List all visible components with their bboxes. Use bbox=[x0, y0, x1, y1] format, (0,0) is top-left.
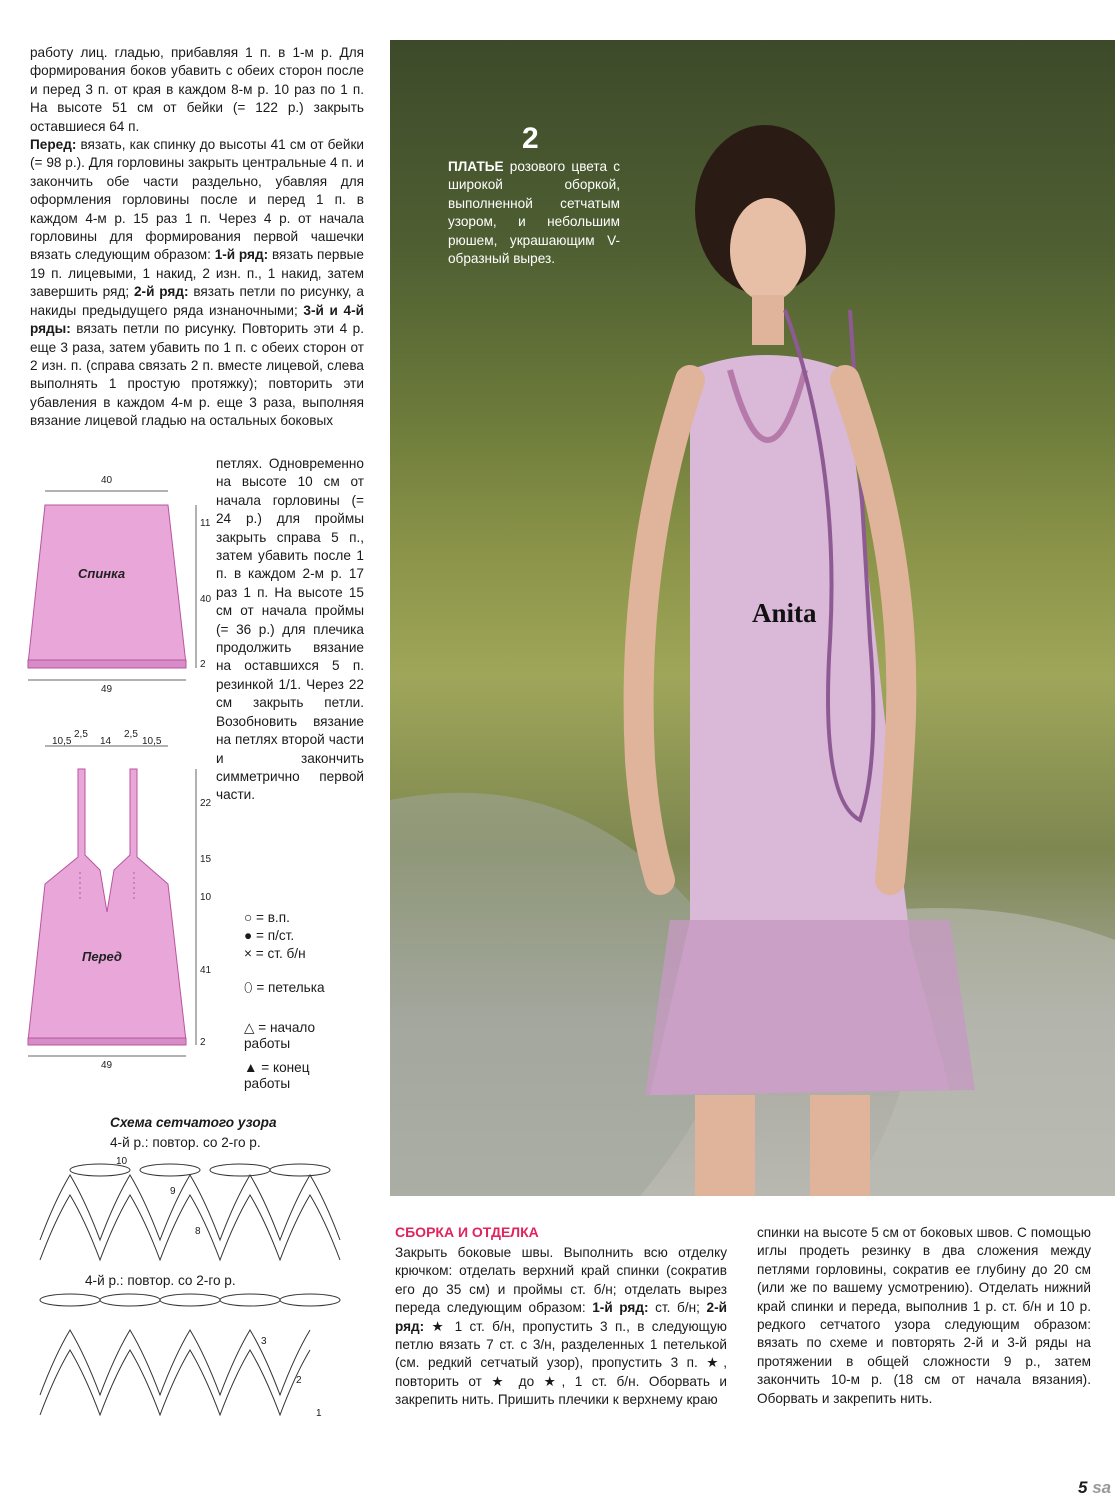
row1-label: 1-й ряд: bbox=[214, 247, 269, 263]
row34-label: 3-й и 4-й ряды: bbox=[30, 302, 364, 337]
row2-text: вязать петли по рисунку, а накиды предыдущего ряда изнаночными; bbox=[30, 284, 364, 318]
front-paragraph: вязать, как спинку до высоты 41 см от бейки (= 98 р.). Для горловины закрыть центральные 4 п. и закончить обе части раздельно, убавляя для оформления горловины после и перед 1 п. в каждом 4-м р. 15 раз 1 п. Через 4 р. от начала горловины для формирования первой чашечки вязать следующим образом: bbox=[30, 137, 364, 263]
assembly-r1-text: ст. б/н; bbox=[648, 1300, 707, 1316]
back-h1: 11 bbox=[200, 518, 211, 529]
schema-num-8: 8 bbox=[195, 1226, 201, 1237]
assembly-r2-text: ★ 1 ст. б/н, пропустить 3 п., в следующую петлю вязать 7 ст. с 3/н, разделенных 1 петелькой (см. редкий сетчатый узор), пропустить 3 п. ★, повторить от ★ до ★, 1 ст. б/н. Оборвать и закрепить нить. Пришить плечики к верхнему краю bbox=[395, 1318, 727, 1408]
assembly-r2-label: 2-й ряд: bbox=[395, 1300, 727, 1334]
back-title: Спинка bbox=[78, 566, 126, 581]
mesh-schema bbox=[40, 1164, 340, 1415]
caption-rest: розового цвета с широкой оборкой, выполненной сетчатым узором, и небольшим рюшем, украшающим V-образный вырез. bbox=[448, 159, 620, 267]
back-bottom-width: 49 bbox=[101, 684, 113, 695]
schema-num-3: 3 bbox=[261, 1336, 267, 1347]
front-diagram bbox=[28, 729, 212, 1071]
front-label: Перед: bbox=[30, 137, 77, 153]
row34-text: вязать петли по рисунку. Повторить эти 4 р. еще 3 раза, затем убавить по 1 п. с обеих сторон от 2 изн. п. (справа связать 2 п. вместе лицевой, слева выполнять 1 простую протяжку); повторить эти убавления в каждом 4-м р. еще 3 раза, выполняя вязание лицевой гладью на остальных боковых bbox=[30, 321, 364, 429]
schema-num-1: 1 bbox=[316, 1408, 322, 1419]
page-number: 5 sa bbox=[1078, 1478, 1112, 1497]
back-h3: 2 bbox=[200, 659, 206, 670]
back-diagram bbox=[28, 475, 212, 695]
front-h5: 2 bbox=[200, 1037, 206, 1048]
schema-row-top: 4-й р.: повтор. со 2-го р. bbox=[110, 1135, 261, 1150]
front-h1: 22 bbox=[200, 798, 212, 809]
front-h3: 10 bbox=[200, 892, 212, 903]
schema-title: Схема сетчатого узора bbox=[110, 1115, 277, 1130]
schema-num-9: 9 bbox=[170, 1186, 176, 1197]
photo-caption bbox=[448, 158, 620, 268]
caption-number: 2 bbox=[522, 122, 539, 155]
legend-loop: ⬯ = петелька bbox=[244, 980, 325, 995]
front-h2: 15 bbox=[200, 854, 212, 865]
legend-sc: × = ст. б/н bbox=[244, 946, 306, 961]
back-h2: 40 bbox=[200, 594, 212, 605]
schema-row-bottom: 4-й р.: повтор. со 2-го р. bbox=[85, 1273, 236, 1288]
caption-bold: ПЛАТЬЕ bbox=[448, 159, 504, 174]
intro-paragraph: работу лиц. гладью, прибавляя 1 п. в 1-м р. Для формирования боков убавить с обеих сторон после и перед 3 п. от края в каждом 8-м р. 10 раз по 1 п. На высоте 51 см от бейки (= 122 р.) закрыть оставшиеся 64 п. bbox=[30, 45, 364, 134]
row2-label: 2-й ряд: bbox=[133, 284, 189, 300]
front-title: Перед bbox=[82, 949, 122, 964]
front-bottom-width: 49 bbox=[101, 1060, 113, 1071]
narrow-paragraph: петлях. Одновременно на высоте 10 см от начала горловины (= 24 р.) для проймы закрыть справа 5 п., затем убавить после 1 п. в каждом 2-м р. 17 раз 1 п. На высоте 15 см от начала проймы (= 36 р.) для плечика продолжить вязание на оставшихся 5 п. резинкой 1/1. Через 22 см закрыть петли. Возобновить вязание на петлях второй части и закончить симметрично первой части. bbox=[216, 456, 364, 803]
assembly-mid-a: Закрыть боковые швы. Выполнить всю отделку крючком: отделать верхний край спинки (сократив его до 35 см) и проймы ст. б/н; отделать вырез переда следующим образом: bbox=[395, 1245, 727, 1316]
legend-end: ▲ = конец работы bbox=[244, 1060, 310, 1091]
row1-text: вязать первые 19 п. лицевыми, 1 накид, 2 изн. п., 1 накид, затем завершить ряд; bbox=[30, 247, 364, 300]
front-dim-2: 2,5 bbox=[74, 729, 88, 740]
legend-chain: ○ = в.п. bbox=[244, 910, 290, 925]
assembly-heading: СБОРКА И ОТДЕЛКА bbox=[395, 1224, 539, 1240]
assembly-r1-label: 1-й ряд: bbox=[592, 1300, 649, 1316]
back-top-width: 40 bbox=[101, 475, 113, 486]
schema-num-10: 10 bbox=[116, 1156, 128, 1167]
front-h4: 41 bbox=[200, 965, 212, 976]
front-dim-5: 10,5 bbox=[142, 736, 162, 747]
front-dim-3: 14 bbox=[100, 736, 112, 747]
legend-slip: ● = п/ст. bbox=[244, 928, 295, 943]
legend-start: △ = начало работы bbox=[244, 1020, 316, 1051]
front-dim-4: 2,5 bbox=[124, 729, 138, 740]
assembly-text-right: спинки на высоте 5 см от боковых швов. С помощью иглы продеть резинку в два сложения между петлями горловины, сократив ее глубину до 20 см (или же по вашему усмотрению). Отделать нижний край спинки и переда, выполнив 1 р. ст. б/н и 10 р. редкого сетчатого узора следующим образом: вязать по схеме и повторять 2-й и 3-й ряды на протяжении в общей сложности 9 р., затем закончить 10-м р. (18 см от начала вязания). Оборвать и закрепить нить. bbox=[757, 1225, 1091, 1406]
watermark: Anita bbox=[752, 598, 817, 628]
schema-num-2: 2 bbox=[296, 1375, 302, 1386]
assembly-text-mid bbox=[395, 1244, 727, 1410]
front-dim-1: 10,5 bbox=[52, 736, 72, 747]
